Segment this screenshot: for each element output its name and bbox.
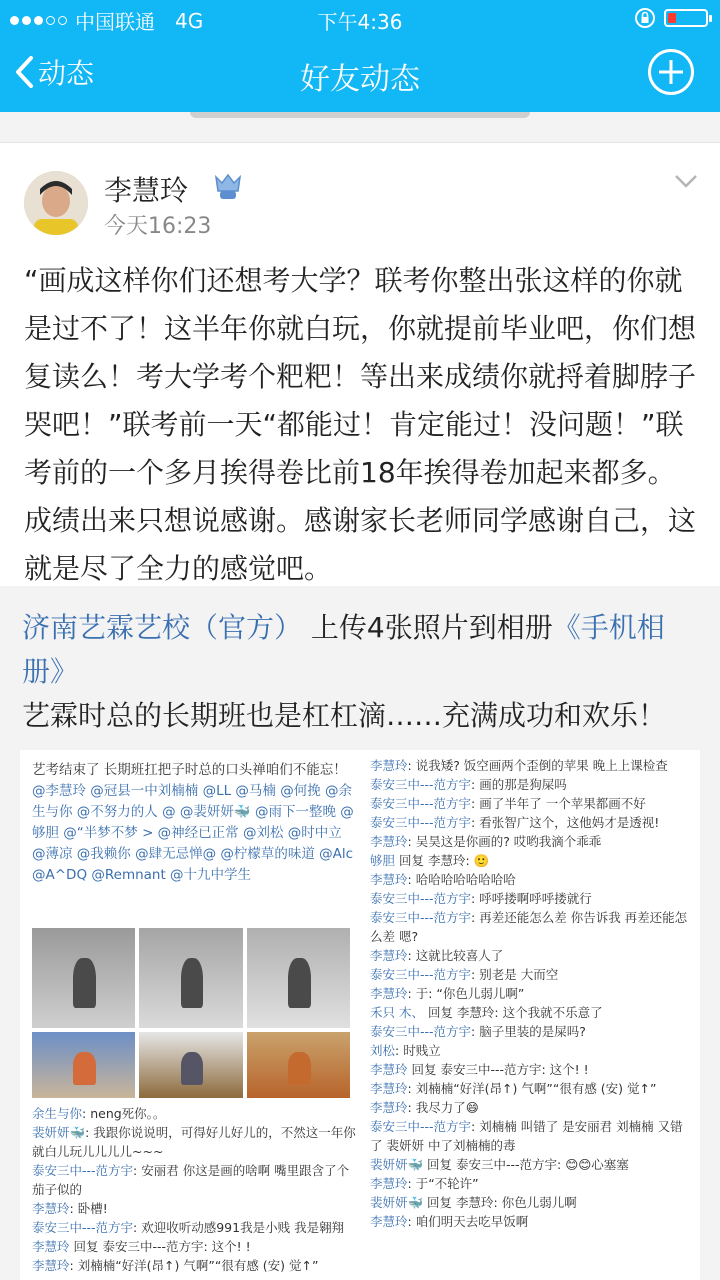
comment-author[interactable]: 禾只 木、 <box>370 1005 424 1020</box>
comment-text: 回复 泰安三中---范方宇: 😊😊心塞塞 <box>423 1157 629 1172</box>
photo-grid <box>32 928 350 1098</box>
comment-row <box>370 984 690 1003</box>
comment-author[interactable]: 李慧玲 <box>370 1100 408 1115</box>
comment-author[interactable]: 李慧玲 <box>370 834 408 849</box>
comment-text: : 卧槽! <box>69 1201 108 1216</box>
comment-text: : 再差还能怎么差 你告诉我 再差还能怎么差 嗯? <box>370 910 688 944</box>
comment-author[interactable]: 泰安三中---范方宇 <box>32 1163 134 1178</box>
comment-row <box>370 1041 690 1060</box>
source-link[interactable]: 济南艺霖艺校（官方） <box>22 611 303 644</box>
comment-author[interactable]: 李慧玲 <box>32 1239 70 1254</box>
comment-row <box>370 775 690 794</box>
album-link[interactable]: 《手机相册》 <box>22 611 665 688</box>
comment-text: : 画的那是狗屎吗 <box>471 777 567 792</box>
comment-row <box>32 1237 356 1256</box>
photo-right-comments <box>366 756 694 1231</box>
comment-author[interactable]: 泰安三中---范方宇 <box>370 777 472 792</box>
comment-text: : 哈哈哈哈哈哈哈哈 <box>407 872 516 887</box>
comment-text: : 时贱立 <box>395 1043 441 1058</box>
photo-thumb <box>139 1032 242 1098</box>
post-time: 今天16:23 <box>104 214 212 239</box>
nav-bar <box>0 36 720 112</box>
comment-author[interactable]: 李慧玲 <box>32 1201 70 1216</box>
previous-card-edge <box>190 112 530 118</box>
photo-thumb <box>32 928 135 1028</box>
comment-text: : 我尽力了😄 <box>407 1100 479 1115</box>
comment-author[interactable]: 泰安三中---范方宇 <box>32 1220 134 1235</box>
photo-thumb <box>247 1032 350 1098</box>
shared-album-card <box>0 586 720 1280</box>
album-description: 艺霖时总的长期班也是杠杠滴……充满成功和欢乐！ <box>22 699 667 732</box>
comment-row <box>32 1199 356 1218</box>
comment-row <box>370 794 690 813</box>
photo-preview[interactable] <box>20 750 700 1280</box>
comment-row <box>370 1022 690 1041</box>
intro-text: 艺考结束了 长期班扛把子时总的口头禅咱们不能忘！ <box>32 762 347 778</box>
upload-action: 上传4张照片到相册 <box>302 611 553 644</box>
photo-thumb <box>247 928 350 1028</box>
comment-row <box>370 946 690 965</box>
page-title: 好友动态 <box>300 62 420 97</box>
back-label: 动态 <box>38 57 95 90</box>
comment-row <box>32 1104 356 1123</box>
battery-icon <box>664 9 708 27</box>
vip-badge-icon <box>208 171 248 205</box>
comment-row <box>370 1212 690 1231</box>
comment-text: : 刘楠楠“好洋(昂↑) 气啊”“很有感 (安) 觉↑” <box>69 1258 319 1273</box>
comment-author[interactable]: 李慧玲 <box>370 758 408 773</box>
comment-text: 回复 李慧玲: 你色儿弱儿啊 <box>423 1195 577 1210</box>
comment-author[interactable]: 裴妍妍🐳 <box>370 1157 424 1172</box>
add-button[interactable] <box>648 49 694 95</box>
comment-author[interactable]: 裴妍妍🐳 <box>370 1195 424 1210</box>
comment-row <box>370 1193 690 1212</box>
feed-post <box>0 142 720 585</box>
comment-author[interactable]: 泰安三中---范方宇 <box>370 967 472 982</box>
comment-author[interactable]: 裴妍妍🐳 <box>32 1125 86 1140</box>
carrier-label: 中国联通 <box>75 10 155 34</box>
comment-text: : 这就比较喜人了 <box>407 948 504 963</box>
comment-row <box>32 1123 356 1161</box>
comment-author[interactable]: 泰安三中---范方宇 <box>370 796 472 811</box>
comment-author[interactable]: 泰安三中---范方宇 <box>370 910 472 925</box>
comment-text: : 刘楠楠 叫错了 是安丽君 刘楠楠 又错了 裴妍妍 中了刘楠楠的毒 <box>370 1119 683 1153</box>
comment-text: : 画了半年了 一个苹果都画不好 <box>471 796 646 811</box>
comment-text: : 于: “你色儿弱儿啊” <box>407 986 525 1001</box>
comment-text: : 吴昊这是你画的? 哎哟我滴个乖乖 <box>407 834 602 849</box>
comment-author[interactable]: 余生与你 <box>32 1106 83 1121</box>
comment-row <box>370 889 690 908</box>
photo-thumb <box>139 928 242 1028</box>
comment-row <box>370 1098 690 1117</box>
comment-text: 回复 泰安三中---范方宇: 这个! ! <box>69 1239 251 1254</box>
photo-left[interactable] <box>26 756 360 1280</box>
comment-row <box>370 1003 690 1022</box>
comment-row <box>32 1161 356 1199</box>
comment-author[interactable]: 泰安三中---范方宇 <box>370 1024 472 1039</box>
photo-thumb <box>32 1032 135 1098</box>
comment-text: : 脑子里装的是屎吗? <box>471 1024 586 1039</box>
comment-text: : 别老是 大而空 <box>471 967 559 982</box>
author-name[interactable]: 李慧玲 <box>104 174 189 207</box>
photo-right[interactable] <box>366 756 694 1280</box>
comment-author[interactable]: 泰安三中---范方宇 <box>370 815 472 830</box>
comment-author[interactable]: 李慧玲 <box>370 1214 408 1229</box>
comment-row <box>370 813 690 832</box>
comment-author[interactable]: 刘松 <box>370 1043 396 1058</box>
avatar[interactable] <box>24 171 88 235</box>
rotation-lock-icon <box>634 7 656 29</box>
comment-author[interactable]: 李慧玲 <box>370 986 408 1001</box>
photo-left-comments <box>32 1104 356 1275</box>
comment-author[interactable]: 李慧玲 <box>32 1258 70 1273</box>
comment-text: 回复 李慧玲: 这个我就不乐意了 <box>423 1005 603 1020</box>
comment-row <box>370 832 690 851</box>
status-bar <box>0 0 720 36</box>
status-time: 下午4:36 <box>317 10 403 34</box>
comment-author[interactable]: 够胆 <box>370 853 396 868</box>
comment-author[interactable]: 李慧玲 <box>370 1176 408 1191</box>
mentions-text: @李慧玲 @冠县一中刘楠楠 @LL @马楠 @何挽 @余生与你 @不努力的人 @ @裴妍妍🐳 @雨下一整晚 @够胆 @“半梦不梦 > @神经已正常 @刘松 @时中立 @薄凉 @我赖你 @肆无忌惮@ @柠檬草的味道 @Alc @A^DQ @Remnant @十九中学生 <box>32 783 354 883</box>
comment-text: : 安丽君 你这是画的啥啊 嘴里跟含了个茄子似的 <box>32 1163 350 1197</box>
post-menu-chevron-icon[interactable] <box>674 173 698 193</box>
comment-text: : neng死你。。 <box>82 1106 166 1121</box>
comment-row <box>370 756 690 775</box>
comment-row <box>370 965 690 984</box>
comment-row <box>370 1174 690 1193</box>
comment-author[interactable]: 李慧玲 <box>370 1062 408 1077</box>
comment-row <box>370 870 690 889</box>
comment-row <box>370 1060 690 1079</box>
comment-row <box>370 851 690 870</box>
upload-line <box>22 606 698 694</box>
comment-text: : 刘楠楠“好洋(昂↑) 气啊”“很有感 (安) 觉↑” <box>407 1081 657 1096</box>
comment-row <box>370 1117 690 1155</box>
post-text: “画成这样你们还想考大学？联考你整出张这样的你就是过不了！这半年你就白玩，你就提前毕业吧，你们想复读么！考大学考个粑粑！等出来成绩你就捋着脚脖子哭吧！”联考前一天“都能过！肯定能过！没问题！”联考前的一个多月挨得卷比前18年挨得卷加起来都多。成绩出来只想说感谢。感谢家长老师同学感谢自己，这就是尽了全力的感觉吧。 <box>24 264 697 585</box>
comment-row <box>32 1256 356 1275</box>
comment-author[interactable]: 李慧玲 <box>370 948 408 963</box>
comment-text: : 我跟你说说明，可得好儿好儿的，不然这一年你就白儿玩儿儿儿儿~~~ <box>32 1125 356 1159</box>
comment-text: : 看张智广这个，这他妈才是透视! <box>471 815 660 830</box>
network-label: 4G <box>175 8 204 33</box>
previous-feed-item <box>0 112 720 142</box>
comment-text: 回复 泰安三中---范方宇: 这个! ! <box>407 1062 589 1077</box>
comment-row <box>370 908 690 946</box>
comment-author[interactable]: 李慧玲 <box>370 1081 408 1096</box>
comment-author[interactable]: 泰安三中---范方宇 <box>370 1119 472 1134</box>
comment-author[interactable]: 李慧玲 <box>370 872 408 887</box>
comment-row <box>370 1155 690 1174</box>
comment-text: : 说我矮? 饭空画两个歪倒的苹果 晚上上课检查 <box>407 758 668 773</box>
comment-text: : 于“不轮许” <box>407 1176 479 1191</box>
comment-text: 回复 李慧玲: 🙂 <box>395 853 490 868</box>
status-right <box>634 7 708 29</box>
comment-row <box>32 1218 356 1237</box>
comment-text: : 咱们明天去吃早饭啊 <box>407 1214 529 1229</box>
comment-text: : 欢迎收听动感991我是小贱 我是翱翔 <box>133 1220 345 1235</box>
photo-left-intro <box>26 756 360 890</box>
comment-row <box>370 1079 690 1098</box>
comment-text: : 呼呼搂啊呼呼搂就行 <box>471 891 592 906</box>
comment-author[interactable]: 泰安三中---范方宇 <box>370 891 472 906</box>
